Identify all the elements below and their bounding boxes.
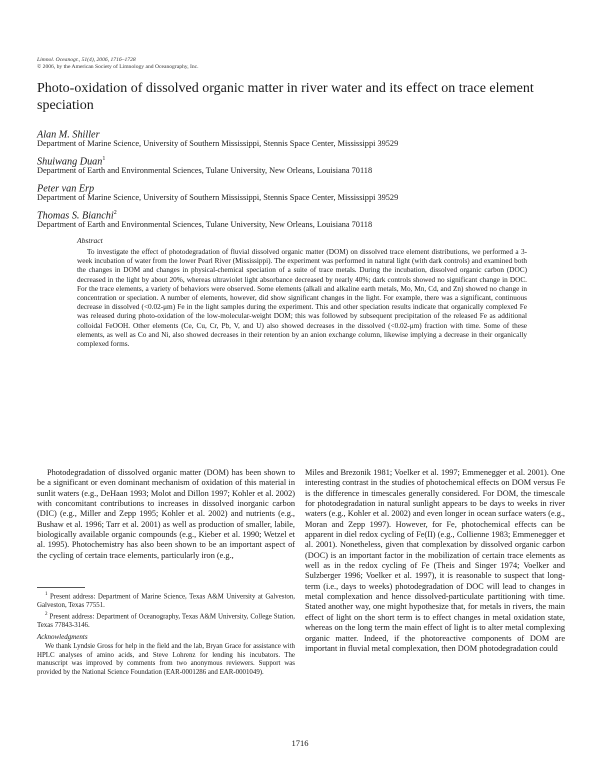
abstract-text: To investigate the effect of photodegradation of fluvial dissolved organic matter (DOM) on dissolved trace element distributions, we performed a 3-week incubation of water from the lower Pearl River (Mississippi). The experiment was performed in natural light (with dark controls) and examined both the changes in DOM and changes in physical-chemical speciation of a suite of trace metals. During the incubation, dissolved organic carbon (DOC) decreased in the light by about 20%, whereas ultraviolet light absorbance decreased by nearly 40%; dark controls showed no significant change in DOC. For the trace elements, a variety of behaviors were observed. Some elements (alkali and alkaline earth metals, Mo, Mn, Cd, and Zn) showed no change in concentration or speciation. A number of elements, however, did show significant changes in the light. For example, there was a significant, continuous decrease in dissolved (<0.02-μm) Fe in the light samples during the experiment. This and other speciation results indicate that organically complexed Fe was released during photo-oxidation of the low-molecular-weight DOM; this was followed by subsequent precipitation of the released Fe as additional colloidal FeOOH. Other elements (Ce, Cu, Cr, Pb, V, and U) also showed decreases in the dissolved (<0.02-μm) fraction with time. Some of these elements, as well as Co and Ni, also showed decreases in their retention by an anion exchange column, likewise implying a decrease in their organically complexed forms. <box>77 248 527 349</box>
author-name: Thomas S. Bianchi$^2$ <box>37 210 117 222</box>
journal-header <box>37 57 199 71</box>
abstract-heading: Abstract <box>77 236 103 245</box>
acknowledgments-heading: Acknowledgments <box>37 633 88 641</box>
author-affiliation: Department of Earth and Environmental Sciences, Tulane University, New Orleans, Louisiana 70118 <box>37 220 373 229</box>
body-text-left-column: Photodegradation of dissolved organic matter (DOM) has been shown to be a significant or even dominant mechanism of oxidation of this material in sunlit waters (e.g., DeHaan 1993; Molot and Dillon 1997; Kohler et al. 2002) with concomitant contributions to increases in dissolved inorganic carbon (DIC) (e.g., Miller and Zepp 1995; Kohler et al. 2002) and nutrients (e.g., Bushaw et al. 1996; Tarr et al. 2001) as well as production of smaller, labile, biologically available organic compounds (e.g., Kieber et al. 1990; Wetzel et al. 1995). Photochemistry has also been shown to be an important aspect of the cycling of certain trace elements, particularly iron (e.g., <box>37 468 295 560</box>
paper-title: Photo-oxidation of dissolved organic matter in river water and its effect on trace element speciation <box>37 81 534 113</box>
footnote: $^1$ Present address: Department of Marine Science, Texas A&M University at Galveston, Galveston, Texas 77551. <box>37 592 295 609</box>
author-name: Shuiwang Duan$^1$ <box>37 156 106 168</box>
acknowledgments-text: We thank Lyndsie Gross for help in the field and the lab, Bryan Grace for assistance with HPLC analyses of amino acids, and Steve Lohrenz for lending his incubators. The manuscript was improved by comments from two anonymous reviewers. Support was provided by the National Science Foundation (EAR-0001286 and EAR-0001049). <box>37 643 295 676</box>
footnote-rule <box>37 587 85 588</box>
author-name: Peter van Erp <box>37 183 95 195</box>
author-name: Alan M. Shiller <box>37 129 100 141</box>
author-affiliation: Department of Earth and Environmental Sciences, Tulane University, New Orleans, Louisiana 70118 <box>37 166 373 175</box>
author-affiliation: Department of Marine Science, University of Southern Mississippi, Stennis Space Center, Mississippi 39529 <box>37 139 399 148</box>
footnote: $^2$ Present address: Department of Oceanography, Texas A&M University, College Station, Texas 77843-3146. <box>37 612 295 629</box>
author-affiliation: Department of Marine Science, University of Southern Mississippi, Stennis Space Center, Mississippi 39529 <box>37 193 399 202</box>
page-number: 1716 <box>291 738 309 748</box>
journal-citation: Limnol. Oceanogr., 51(4), 2006, 1716–1728 <box>37 57 136 63</box>
copyright-line: © 2006, by the American Society of Limnology and Oceanography, Inc. <box>37 64 199 70</box>
body-text-right-column: Miles and Brezonik 1981; Voelker et al. 1997; Emmenegger et al. 2001). One interesting contrast in the studies of photochemical effects on DOM versus Fe is the difference in timescales generally considered. For DOM, the timescale for photodegradation in natural sunlight appears to be days to weeks in river waters (e.g., Kohler et al. 2002) and even longer in ocean surface waters (e.g., Moran and Zepp 1997). However, for Fe, photochemical effects can be apparent in diel redox cycling of Fe(II) (e.g., Collienne 1983; Emmenegger et al. 2001). Nonetheless, given that complexation by dissolved organic carbon (DOC) is an important factor in the mobilization of certain trace elements as well as in the redox cycling of Fe (Theis and Singer 1974; Voelker and Sulzberger 1996; Voelker et al. 1997), it is reasonable to suspect that long-term (i.e., days to weeks) photodegradation of DOC will lead to changes in metal complexation and hence dissolved-particulate partitioning with time. Stated another way, one might hypothesize that, for metals in rivers, the main effect of light on the short term is to effect changes in metal oxidation state, whereas on the long term the main effect of light is to alter metal complexing organic matter. Indeed, if the photoreactive components of DOM are important in fluvial metal complexation, then DOM photodegradation could <box>305 468 565 653</box>
